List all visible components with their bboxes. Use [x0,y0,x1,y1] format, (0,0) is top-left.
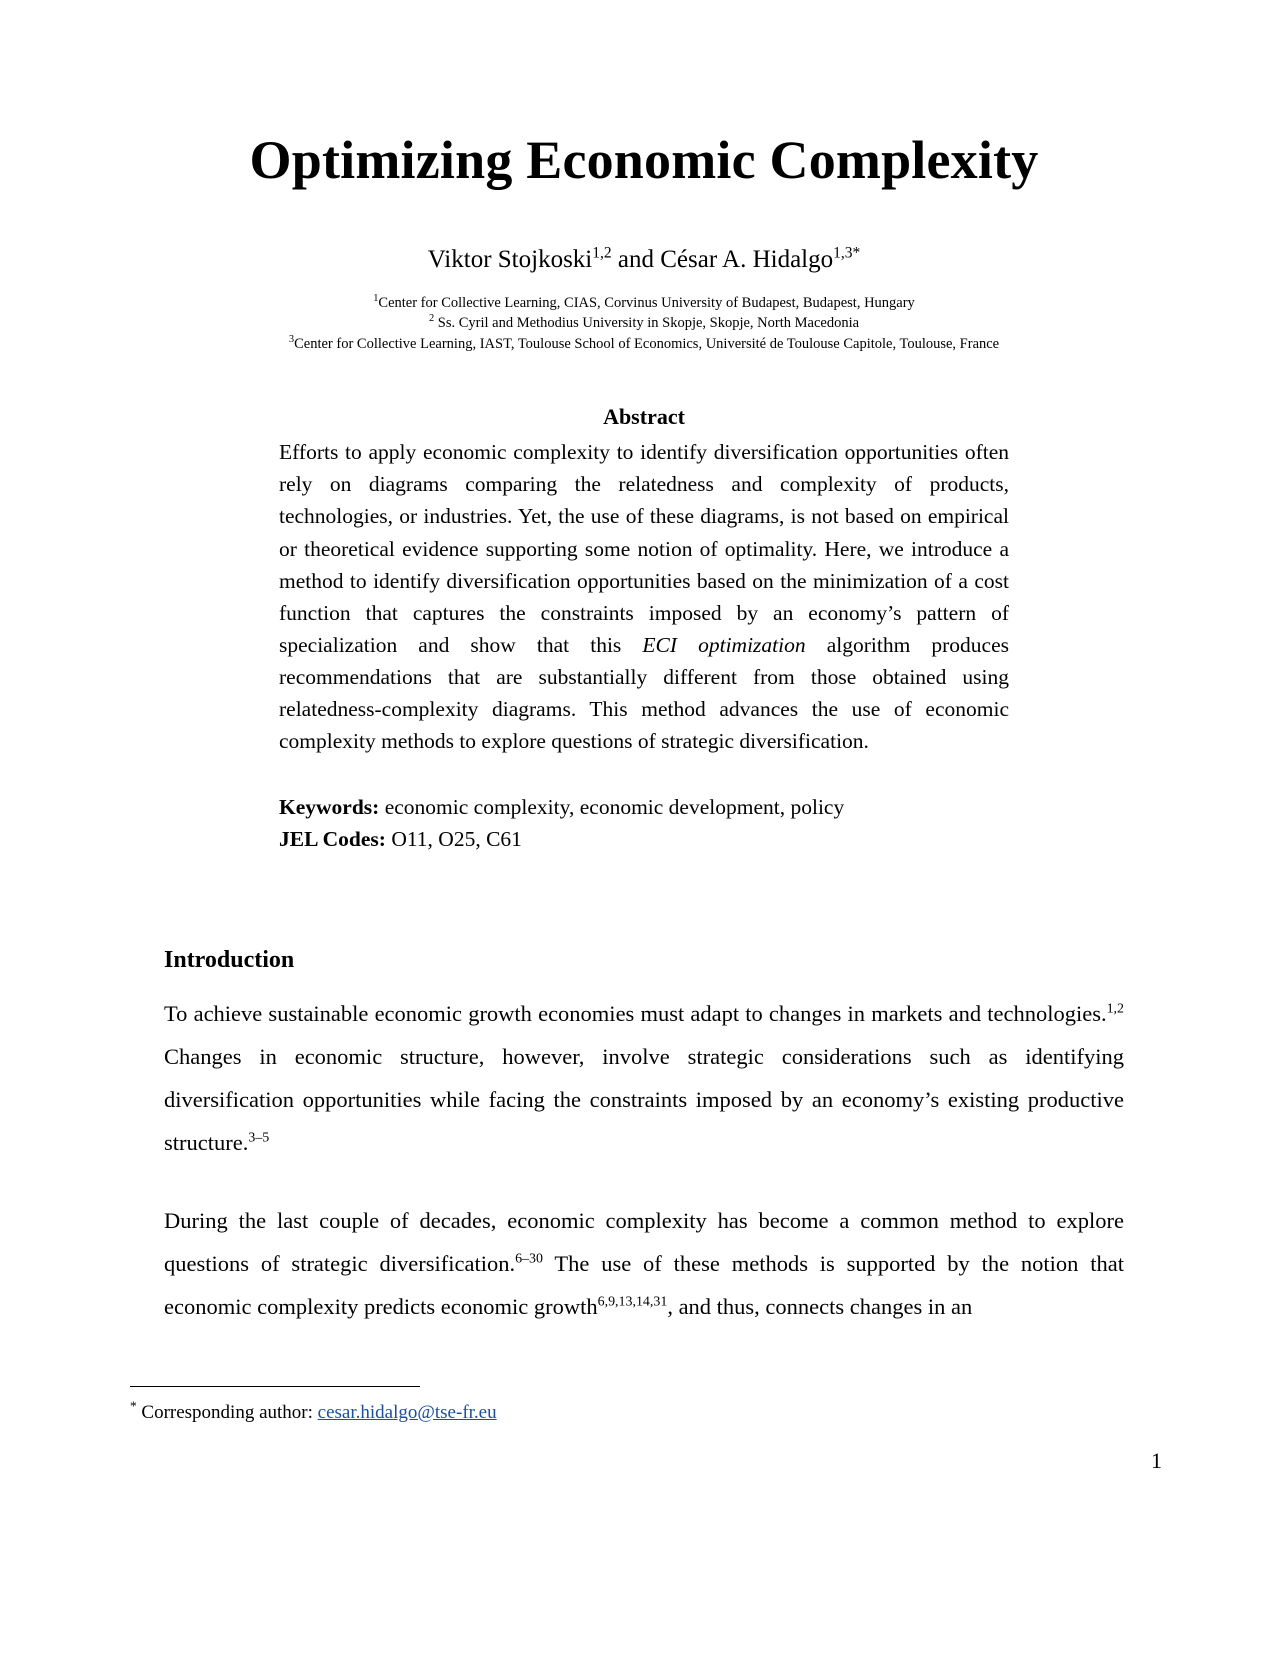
jel-codes-label: JEL Codes: [279,826,386,851]
affiliation-marker: 2 [428,313,435,325]
abstract-part-1: Efforts to apply economic complexity to identify diversification opportunities often rely on diagrams comparing the relatedness and complexity of products, technologies, or industries. Yet, the use of these diagrams, is not based on empirical or theoretical evidence supporting some notion of optimality. Here, we introduce a method to identify diversification opportunities based on the minimization of a cost function that captures the constraints imposed by an economy’s pattern of specialization and show that this [279,440,1009,657]
page-title: Optimizing Economic Complexity [249,130,1039,190]
footnote-marker-asterisk: * [130,1398,137,1414]
footnote-corresponding-author [130,1400,497,1427]
corresponding-author-email-link[interactable]: cesar.hidalgo@tse-fr.eu [317,1402,497,1423]
page-number: 1 [1151,1448,1162,1473]
footnote-separator-rule [130,1386,420,1387]
paragraph-2-text-c: , and thus, connects changes in an [667,1293,973,1319]
abstract-text [279,436,1009,756]
keywords-label: Keywords: [279,794,380,819]
affiliation-item [0,293,1288,314]
author-name-2: César A. Hidalgo [660,245,834,273]
jel-codes-value: O11, O25, C61 [385,826,522,851]
affiliation-text: Center for Collective Learning, CIAS, Corvinus University of Budapest, Budapest, Hungary [378,294,915,311]
section-heading-introduction: Introduction [164,946,295,973]
footnote-text: Corresponding author: [136,1402,318,1423]
author-conjunction: and [611,245,661,273]
author-affiliation-marker-2: 1,3* [833,244,861,262]
affiliation-item [0,313,1288,334]
paragraph-2-text-b: The use of these methods is supported by the notion that economic complexity predicts economic growth [164,1250,1124,1319]
citation-ref-growth: 6,9,13,14,31 [597,1294,668,1310]
affiliation-list [0,293,1288,355]
author-affiliation-marker-1: 1,2 [592,244,612,262]
abstract-heading: Abstract [603,404,685,430]
citation-ref-6-30: 6–30 [515,1251,543,1267]
paragraph-2-text-a: During the last couple of decades, economic complexity has become a common method to explore questions of strategic diversification. [164,1207,1124,1276]
paragraph-1-text-b: Changes in economic structure, however, involve strategic considerations such as identifying diversification opportunities while facing the constraints imposed by an economy’s existing productive structure. [164,1043,1124,1156]
jel-codes-line [279,823,1009,855]
author-name-1: Viktor Stojkoski [427,245,593,273]
author-list [0,245,1288,275]
citation-ref-3-5: 3–5 [248,1130,270,1146]
keywords-jel-block [279,791,1009,855]
affiliation-marker: 1 [373,292,379,304]
introduction-paragraph-1 [164,992,1124,1165]
paragraph-1-text-a: To achieve sustainable economic growth economies must adapt to changes in markets and technologies. [164,1000,1107,1026]
body-content [164,855,1124,1328]
abstract-italic-term: ECI optimization [642,632,806,657]
introduction-paragraph-2 [164,1199,1124,1329]
keywords-value: economic complexity, economic development, policy [379,794,845,819]
affiliation-marker: 3 [288,334,295,346]
affiliation-text: Center for Collective Learning, IAST, Toulouse School of Economics, Université de Toulouse Capitole, Toulouse, France [294,335,1000,352]
affiliation-item [0,334,1288,355]
keywords-line [279,791,1009,823]
abstract-part-2: algorithm produces recommendations that are substantially different from those obtained using relatedness-complexity diagrams. This method advances the use of economic complexity methods to explore questions of strategic diversification. [279,632,1009,753]
abstract-section [279,404,1009,756]
affiliation-text: Ss. Cyril and Methodius University in Skopje, Skopje, North Macedonia [434,315,860,332]
citation-ref-1-2: 1,2 [1106,1001,1124,1017]
